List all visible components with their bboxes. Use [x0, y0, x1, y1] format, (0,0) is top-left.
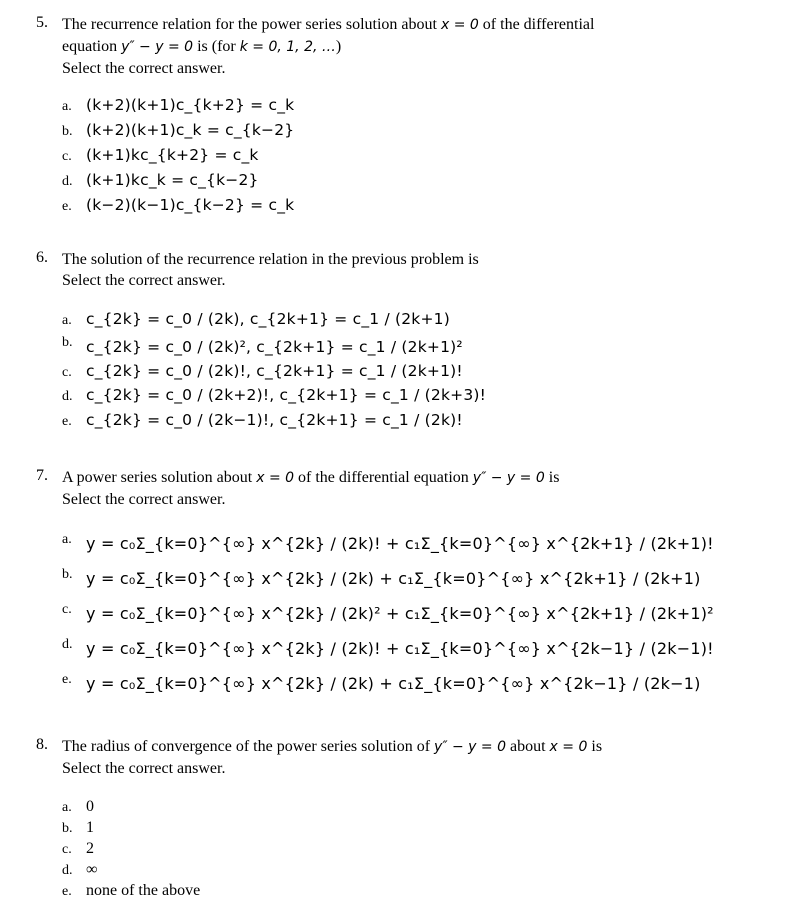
question-6: [36, 249, 766, 291]
option-b[interactable]: b. (k+2)(k+1)c_k = c_{k−2}: [62, 121, 295, 139]
select-instruction: Select the correct answer.: [62, 272, 226, 289]
option-b[interactable]: b. c_{2k} = c_0 / (2k)², c_{2k+1} = c_1 / (2k+1)²: [62, 335, 463, 356]
question-number: 5.: [36, 14, 48, 31]
option-c[interactable]: c. 2: [62, 840, 94, 857]
question-number: 8.: [36, 736, 48, 753]
option-c[interactable]: c. (k+1)kc_{k+2} = c_k: [62, 146, 259, 164]
option-a[interactable]: a. c_{2k} = c_0 / (2k), c_{2k+1} = c_1 / (2k+1): [62, 310, 450, 328]
option-c[interactable]: c. c_{2k} = c_0 / (2k)!, c_{2k+1} = c_1 / (2k+1)!: [62, 362, 463, 380]
option-b[interactable]: b. y = c₀Σ_{k=0}^{∞} x^{2k} / (2k) + c₁Σ_{k=0}^{∞} x^{2k+1} / (2k+1): [62, 567, 701, 588]
question-text: The radius of convergence of the power series solution of y″ − y = 0 about x = 0 is: [62, 738, 603, 755]
option-d[interactable]: d. (k+1)kc_k = c_{k−2}: [62, 171, 259, 189]
question-text: A power series solution about x = 0 of the differential equation y″ − y = 0 is: [62, 469, 560, 486]
option-d[interactable]: d. y = c₀Σ_{k=0}^{∞} x^{2k} / (2k)! + c₁Σ_{k=0}^{∞} x^{2k−1} / (2k−1)!: [62, 637, 714, 658]
option-a[interactable]: a. 0: [62, 798, 94, 815]
option-d[interactable]: d. ∞: [62, 861, 98, 878]
option-d[interactable]: d. c_{2k} = c_0 / (2k+2)!, c_{2k+1} = c_1 / (2k+3)!: [62, 386, 487, 404]
option-c[interactable]: c. y = c₀Σ_{k=0}^{∞} x^{2k} / (2k)² + c₁Σ_{k=0}^{∞} x^{2k+1} / (2k+1)²: [62, 602, 714, 623]
option-e[interactable]: e. c_{2k} = c_0 / (2k−1)!, c_{2k+1} = c_1 / (2k)!: [62, 411, 463, 429]
question-number: 7.: [36, 467, 48, 484]
option-a[interactable]: a. (k+2)(k+1)c_{k+2} = c_k: [62, 96, 295, 114]
question-8: [36, 736, 766, 779]
question-7: [36, 467, 766, 510]
option-e[interactable]: e. (k−2)(k−1)c_{k−2} = c_k: [62, 196, 295, 214]
select-instruction: Select the correct answer.: [62, 60, 226, 77]
select-instruction: Select the correct answer.: [62, 760, 226, 777]
option-e[interactable]: e. none of the above: [62, 882, 201, 899]
question-text: The recurrence relation for the power series solution about x = 0 of the differential equation y″ − y = 0 is (for k = 0, 1, 2, …): [62, 16, 595, 55]
option-a[interactable]: a. y = c₀Σ_{k=0}^{∞} x^{2k} / (2k)! + c₁Σ_{k=0}^{∞} x^{2k+1} / (2k+1)!: [62, 532, 714, 553]
question-5: [36, 14, 766, 79]
option-b[interactable]: b. 1: [62, 819, 94, 836]
option-e[interactable]: e. y = c₀Σ_{k=0}^{∞} x^{2k} / (2k) + c₁Σ_{k=0}^{∞} x^{2k−1} / (2k−1): [62, 672, 701, 693]
select-instruction: Select the correct answer.: [62, 491, 226, 508]
question-text: The solution of the recurrence relation in the previous problem is: [62, 251, 479, 268]
question-number: 6.: [36, 249, 48, 266]
